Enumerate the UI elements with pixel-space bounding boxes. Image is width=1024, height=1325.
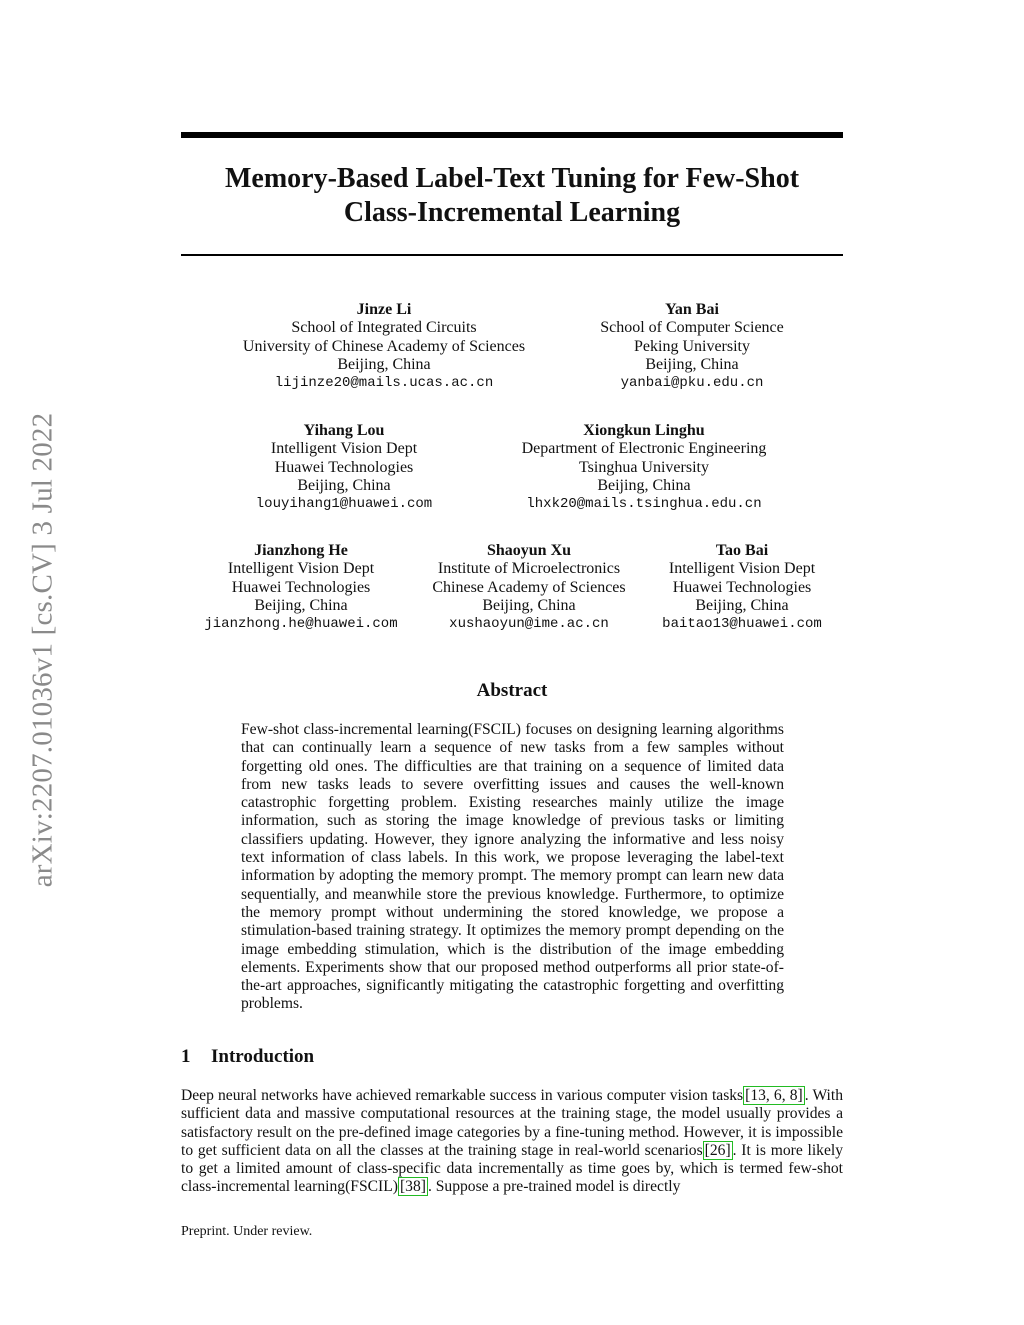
title-bottom-rule <box>181 254 843 256</box>
intro-text: Deep neural networks have achieved remarkable success in various computer vision tasks <box>181 1087 744 1104</box>
author-email[interactable]: baitao13@huawei.com <box>662 616 822 633</box>
intro-text: . It is more likely to get a limited amount of class-specific data incrementally as time goes by, which is termed few-shot class-incremental learning(FSCIL) <box>181 1141 843 1196</box>
author-name: Shaoyun Xu <box>486 542 572 559</box>
author-location: Beijing, China <box>695 596 789 614</box>
author-affiliation: Intelligent Vision Dept <box>227 560 375 578</box>
author-affiliation: Huawei Technologies <box>274 458 414 476</box>
author-affiliation: Peking University <box>634 337 750 355</box>
title-line-2: Class-Incremental Learning <box>343 197 681 228</box>
introduction-paragraph <box>181 1087 843 1197</box>
author-block <box>226 301 542 392</box>
author-affiliation: Tsinghua University <box>579 458 709 476</box>
title-top-rule <box>181 132 843 138</box>
author-affiliation: Department of Electronic Engineering <box>521 440 767 458</box>
author-name: Jinze Li <box>356 301 412 318</box>
author-location: Beijing, China <box>254 596 348 614</box>
arxiv-stamp: arXiv:2207.01036v1 [cs.CV] 3 Jul 2022 <box>26 412 59 888</box>
author-name: Xiongkun Linghu <box>583 422 705 439</box>
author-location: Beijing, China <box>337 355 431 373</box>
author-location: Beijing, China <box>297 476 391 494</box>
footer-note: Preprint. Under review. <box>181 1224 313 1239</box>
abstract-heading: Abstract <box>476 680 548 701</box>
author-block <box>499 422 789 513</box>
author-block <box>419 542 639 633</box>
author-location: Beijing, China <box>482 596 576 614</box>
author-affiliation: School of Computer Science <box>600 319 784 337</box>
author-block <box>191 542 411 633</box>
author-block <box>572 301 812 392</box>
author-email[interactable]: xushaoyun@ime.ac.cn <box>449 616 609 633</box>
paper-title <box>181 162 843 230</box>
author-name: Yihang Lou <box>303 422 385 439</box>
author-email[interactable]: louyihang1@huawei.com <box>255 496 433 513</box>
author-affiliation: School of Integrated Circuits <box>291 319 477 337</box>
author-location: Beijing, China <box>597 476 691 494</box>
author-block <box>642 542 842 633</box>
section-number: 1 <box>181 1046 191 1067</box>
citation-link[interactable]: [38] <box>399 1178 426 1196</box>
author-name: Yan Bai <box>665 301 719 318</box>
section-title: Introduction <box>211 1046 315 1067</box>
citation-link[interactable]: [13, 6, 8] <box>745 1087 803 1104</box>
title-line-1: Memory-Based Label-Text Tuning for Few-Shot <box>224 163 800 194</box>
author-affiliation: Intelligent Vision Dept <box>668 560 816 578</box>
author-affiliation: Chinese Academy of Sciences <box>432 578 626 596</box>
author-block <box>234 422 454 513</box>
author-affiliation: University of Chinese Academy of Sciences <box>242 337 526 355</box>
intro-text: . Suppose a pre-trained model is directly <box>427 1178 681 1196</box>
author-affiliation: Huawei Technologies <box>672 578 812 596</box>
intro-text: . With sufficient data and massive computational resources at the training stage, the model usually provides a satisfactory result on the pre-defined image categories by a fine-tuning method. However, it is impossible to get sufficient data on all the classes at the training stage in real-world scenarios <box>181 1087 843 1159</box>
citation-link[interactable]: [26] <box>704 1141 731 1159</box>
author-email[interactable]: lijinze20@mails.ucas.ac.cn <box>274 375 494 392</box>
author-affiliation: Institute of Microelectronics <box>437 560 621 578</box>
author-location: Beijing, China <box>645 355 739 373</box>
author-email[interactable]: yanbai@pku.edu.cn <box>620 375 764 392</box>
section-heading-introduction <box>181 1046 314 1068</box>
author-email[interactable]: jianzhong.he@huawei.com <box>204 616 398 633</box>
author-email[interactable]: lhxk20@mails.tsinghua.edu.cn <box>526 496 762 513</box>
author-name: Jianzhong He <box>254 542 348 559</box>
author-affiliation: Intelligent Vision Dept <box>270 440 418 458</box>
author-affiliation: Huawei Technologies <box>231 578 371 596</box>
abstract-text: Few-shot class-incremental learning(FSCIL) focuses on designing learning algorithms that can continually learn a sequence of new tasks from a few samples without forgetting old ones. The difficulties are that training on a sequence of limited data from new tasks leads to severe overfitting issues and causes the well-known catastrophic forgetting problem. Existing researches mainly utilize the image information, such as storing the image knowledge of previous tasks or limiting classifiers updating. However, they ignore analyzing the informative and less noisy text information of class labels. In this work, we propose leveraging the label-text information by adopting the memory prompt. The memory prompt can learn new data sequentially, and meanwhile store the previous knowledge. Furthermore, to optimize the memory prompt without undermining the stored knowledge, we propose a stimulation-based training strategy. It optimizes the memory prompt depending on the image embedding stimulation, which is the distribution of the image embedding elements. Experiments show that our proposed method outperforms all prior state-of-the-art approaches, significantly mitigating the catastrophic forgetting and overfitting problems. <box>241 721 784 1013</box>
author-name: Tao Bai <box>715 542 769 559</box>
